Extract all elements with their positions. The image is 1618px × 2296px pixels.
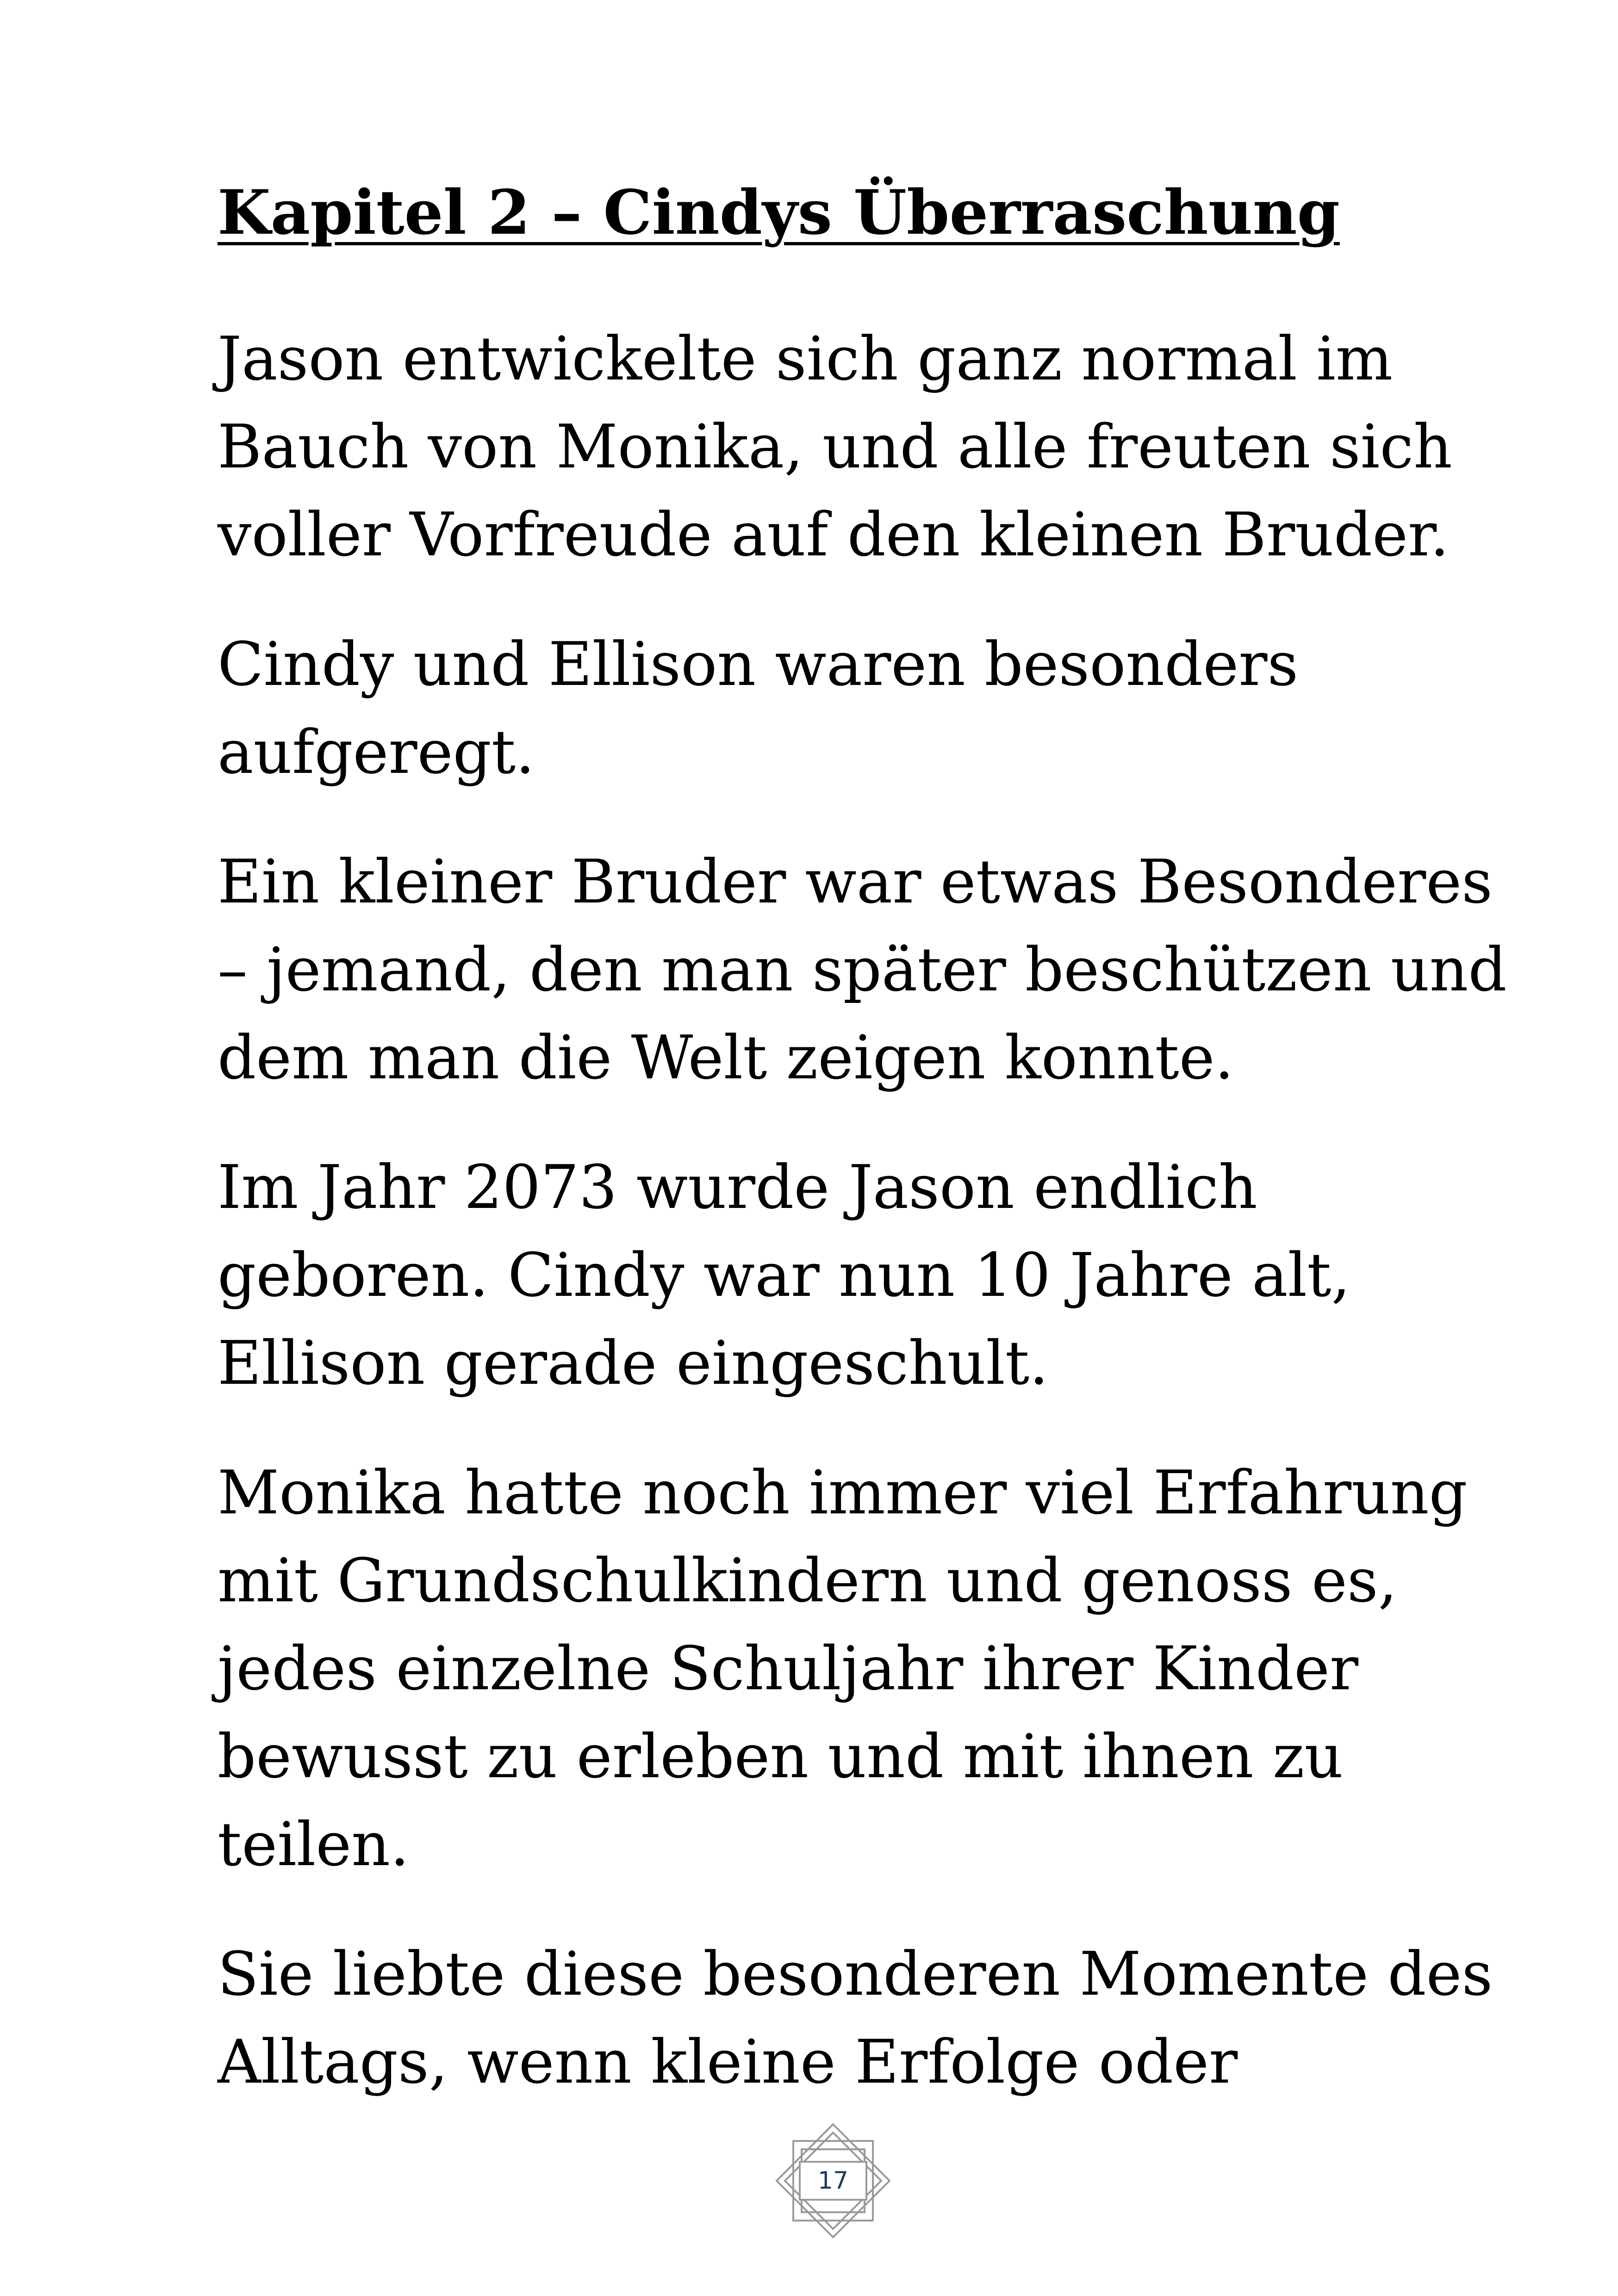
paragraph-4: [218, 1143, 1467, 1407]
paragraph-2: [218, 620, 1467, 796]
text-line: jedes einzelne Schuljahr ihrer Kinder: [218, 1633, 1359, 1704]
text-line: voller Vorfreude auf den kleinen Bruder.: [218, 499, 1450, 570]
page-content: [218, 167, 1507, 2147]
text-line: Monika hatte noch immer viel Erfahrung: [218, 1457, 1468, 1528]
page-number: 17: [817, 2167, 849, 2195]
text-line: Bauch von Monika, und alle freuten sich: [218, 411, 1452, 482]
paragraph-6: [218, 1930, 1493, 2106]
paragraph-1: [218, 315, 1467, 579]
text-line: – jemand, den man später beschützen und: [218, 934, 1507, 1005]
paragraph-5: [218, 1449, 1467, 1888]
text-line: Jason entwickelte sich ganz normal im: [218, 324, 1393, 394]
text-line: mit Grundschulkindern und genoss es,: [218, 1545, 1397, 1616]
text-line: Cindy und Ellison waren besonders: [218, 629, 1299, 699]
text-line: Im Jahr 2073 wurde Jason endlich: [218, 1152, 1257, 1222]
text-line: aufgeregt.: [218, 717, 535, 787]
text-line: dem man die Welt zeigen konnte.: [218, 1022, 1234, 1093]
text-line: Ellison gerade eingeschult.: [218, 1328, 1049, 1398]
text-line: bewusst zu erleben und mit ihnen zu: [218, 1721, 1344, 1792]
chapter-title: Kapitel 2 – Cindys Überraschung: [218, 177, 1340, 249]
text-line: Ein kleiner Bruder war etwas Besonderes: [218, 846, 1493, 917]
text-line: Alltags, wenn kleine Erfolge oder: [218, 2027, 1238, 2097]
text-line: geboren. Cindy war nun 10 Jahre alt,: [218, 1240, 1350, 1310]
text-line: Sie liebte diese besonderen Momente des: [218, 1939, 1493, 2009]
paragraph-3: [218, 838, 1507, 1101]
text-line: teilen.: [218, 1809, 410, 1879]
